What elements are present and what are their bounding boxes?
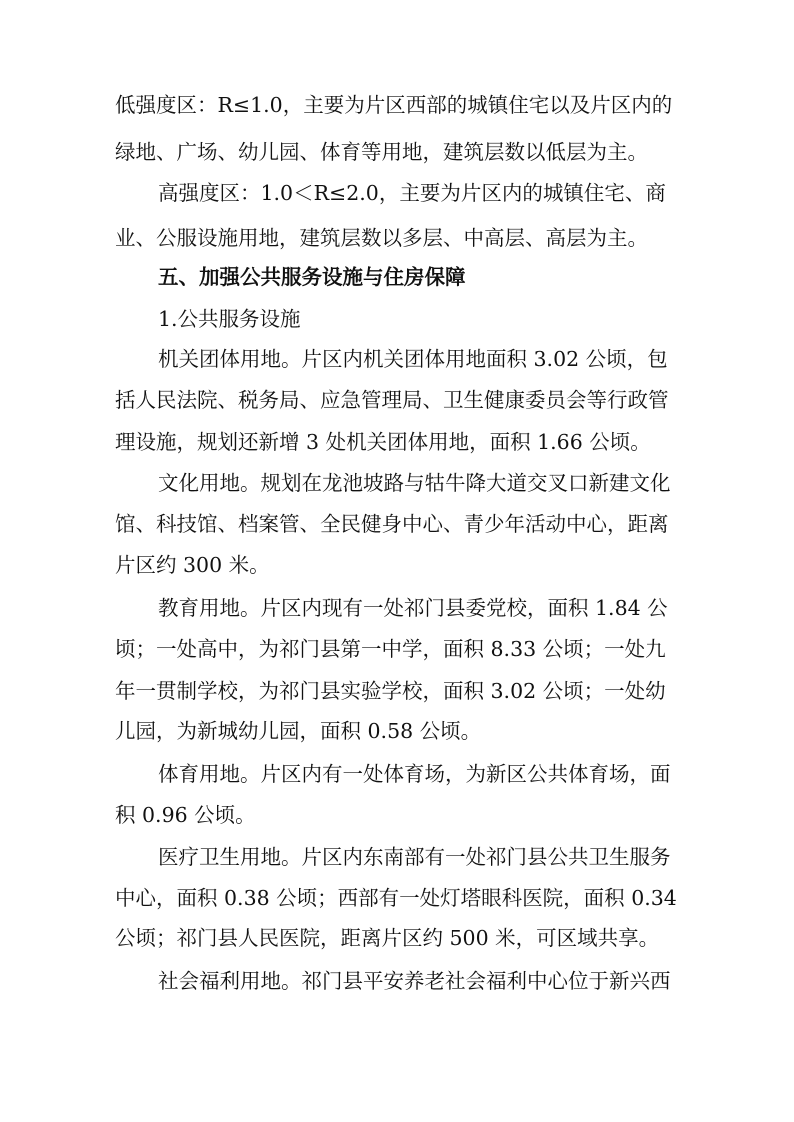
section-heading: 五、加强公共服务设施与住房保障: [158, 265, 466, 289]
text-line-8: 括人民法院、税务局、应急管理局、卫生健康委员会等行政管: [115, 388, 669, 412]
text-line-15: 年一贯制学校，为祁门县实验学校，面积 3.02 公顷；一处幼: [115, 679, 666, 703]
text-line-12: 片区约 300 米。: [115, 553, 270, 577]
text-line-13: 教育用地。片区内现有一处祁门县委党校，面积 1.84 公: [158, 596, 668, 620]
text-line-19: 医疗卫生用地。片区内东南部有一处祁门县公共卫生服务: [158, 845, 671, 869]
text-line-14: 顷；一处高中，为祁门县第一中学，面积 8.33 公顷；一处九: [115, 637, 666, 661]
text-line-22: 社会福利用地。祁门县平安养老社会福利中心位于新兴西: [158, 969, 671, 993]
text-line-21: 公顷；祁门县人民医院，距离片区约 500 米，可区域共享。: [115, 926, 660, 950]
text-line-17: 体育用地。片区内有一处体育场，为新区公共体育场，面: [158, 762, 671, 786]
text-line-1: 低强度区：R≤1.0，主要为片区西部的城镇住宅以及片区内的: [115, 93, 673, 117]
text-line-3: 高强度区：1.0＜R≤2.0，主要为片区内的城镇住宅、商: [158, 181, 666, 205]
text-line-11: 馆、科技馆、档案管、全民健身中心、青少年活动中心，距离: [115, 512, 669, 536]
text-line-10: 文化用地。规划在龙池坡路与牯牛降大道交叉口新建文化: [158, 471, 671, 495]
text-line-18: 积 0.96 公顷。: [115, 803, 256, 827]
text-line-2: 绿地、广场、幼儿园、体育等用地，建筑层数以低层为主。: [115, 140, 648, 164]
subsection-heading: 1.公共服务设施: [158, 307, 301, 331]
text-line-9: 理设施，规划还新增 3 处机关团体用地，面积 1.66 公顷。: [115, 430, 651, 454]
text-line-20: 中心，面积 0.38 公顷；西部有一处灯塔眼科医院，面积 0.34: [115, 886, 677, 910]
text-line-16: 儿园，为新城幼儿园，面积 0.58 公顷。: [115, 719, 482, 743]
text-line-7: 机关团体用地。片区内机关团体用地面积 3.02 公顷，包: [158, 347, 668, 371]
text-line-4: 业、公服设施用地，建筑层数以多层、中高层、高层为主。: [115, 226, 648, 250]
